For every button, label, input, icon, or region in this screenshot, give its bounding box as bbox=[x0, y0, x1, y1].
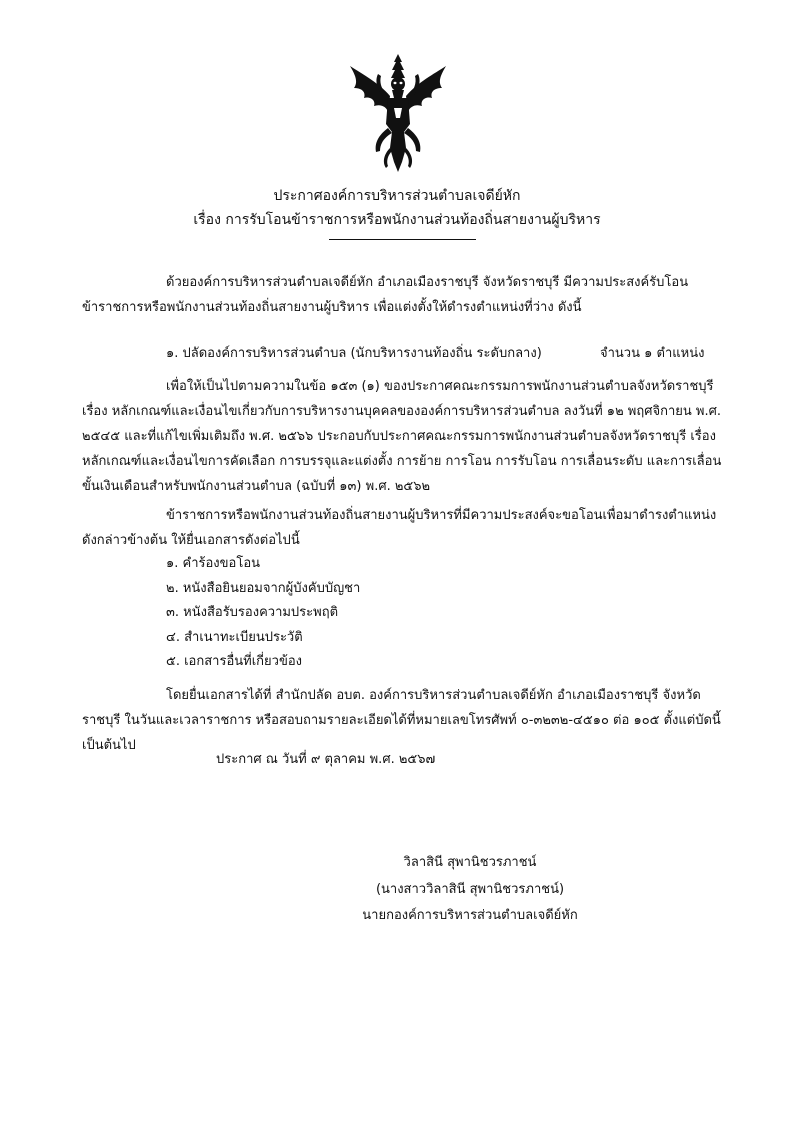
document-item: ๔. สำเนาทะเบียนประวัติ bbox=[166, 630, 303, 645]
document-item: ๑. คำร้องขอโอน bbox=[166, 556, 261, 571]
document-item: ๓. หนังสือรับรองความประพฤติ bbox=[166, 605, 339, 620]
intro-paragraph: ด้วยองค์การบริหารส่วนตำบลเจดีย์หัก อำเภอเมืองราชบุรี จังหวัดราชบุรี มีความประสงค์รับโอนข้าราชการหรือพนักงานส่วนท้องถิ่นสายงานผู้บริหาร เพื่อแต่งตั้งให้ดำรงตำแหน่งที่ว่าง ดังนี้ bbox=[82, 275, 689, 315]
basis-paragraph: เพื่อให้เป็นไปตามความในข้อ ๑๕๓ (๑) ของประกาศคณะกรรมการพนักงานส่วนตำบลจังหวัดราชบุรี เรื่อง หลักเกณฑ์และเงื่อนไขเกี่ยวกับการบริหารงานบุคคลขององค์การบริหารส่วนตำบล ลงวันที่ ๑๒ พฤศจิกายน พ.ศ. ๒๕๔๕ และที่แก้ไขเพิ่มเติมถึง พ.ศ. ๒๕๖๖ ประกอบกับประกาศคณะกรรมการพนักงานส่วนตำบลจังหวัดราชบุรี เรื่อง หลักเกณฑ์และเงื่อนไขการคัดเลือก การบรรจุและแต่งตั้ง การย้าย การโอน การรับโอน การเลื่อนระดับ และการเลื่อนขั้นเงินเดือนสำหรับพนักงานส่วนตำบล (ฉบับที่ ๑๓) พ.ศ. ๒๕๖๒ bbox=[82, 379, 722, 494]
document-item: ๕. เอกสารอื่นที่เกี่ยวข้อง bbox=[166, 654, 302, 669]
document-item: ๒. หนังสือยินยอมจากผู้บังคับบัญชา bbox=[166, 581, 361, 596]
signatory-full-name: (นางสาววิลาสินี สุพานิชวรภาชน์) bbox=[375, 882, 565, 897]
submission-paragraph: โดยยื่นเอกสารได้ที่ สำนักปลัด อบต. องค์การบริหารส่วนตำบลเจดีย์หัก อำเภอเมืองราชบุรี จังหวัดราชบุรี ในวันและเวลาราชการ หรือสอบถามรายละเอียดได้ที่หมายเลขโทรศัพท์ ๐-๓๒๓๒-๔๕๑๐ ต่อ ๑๐๕ ตั้งแต่บัดนี้เป็นต้นไป bbox=[82, 688, 721, 753]
signature: วิลาสินี สุพานิชวรภาชน์ bbox=[403, 855, 537, 870]
position-quantity: จำนวน ๑ ตำแหน่ง bbox=[600, 346, 705, 361]
title-divider bbox=[329, 239, 476, 240]
announcement-title: ประกาศองค์การบริหารส่วนตำบลเจดีย์หัก bbox=[273, 188, 521, 204]
documents-intro-paragraph: ข้าราชการหรือพนักงานส่วนท้องถิ่นสายงานผู้บริหารที่มีความประสงค์จะขอโอนเพื่อมาดำรงตำแหน่งดังกล่าวข้างต้น ให้ยื่นเอกสารดังต่อไปนี้ bbox=[82, 508, 717, 548]
garuda-emblem-icon bbox=[340, 52, 456, 174]
announcement-subject: เรื่อง การรับโอนข้าราชการหรือพนักงานส่วนท้องถิ่นสายงานผู้บริหาร bbox=[193, 212, 601, 228]
announcement-date: ประกาศ ณ วันที่ ๙ ตุลาคม พ.ศ. ๒๕๖๗ bbox=[216, 752, 436, 767]
signatory-title: นายกองค์การบริหารส่วนตำบลเจดีย์หัก bbox=[362, 908, 578, 923]
position-label: ๑. ปลัดองค์การบริหารส่วนตำบล (นักบริหารงานท้องถิ่น ระดับกลาง) bbox=[166, 346, 542, 361]
